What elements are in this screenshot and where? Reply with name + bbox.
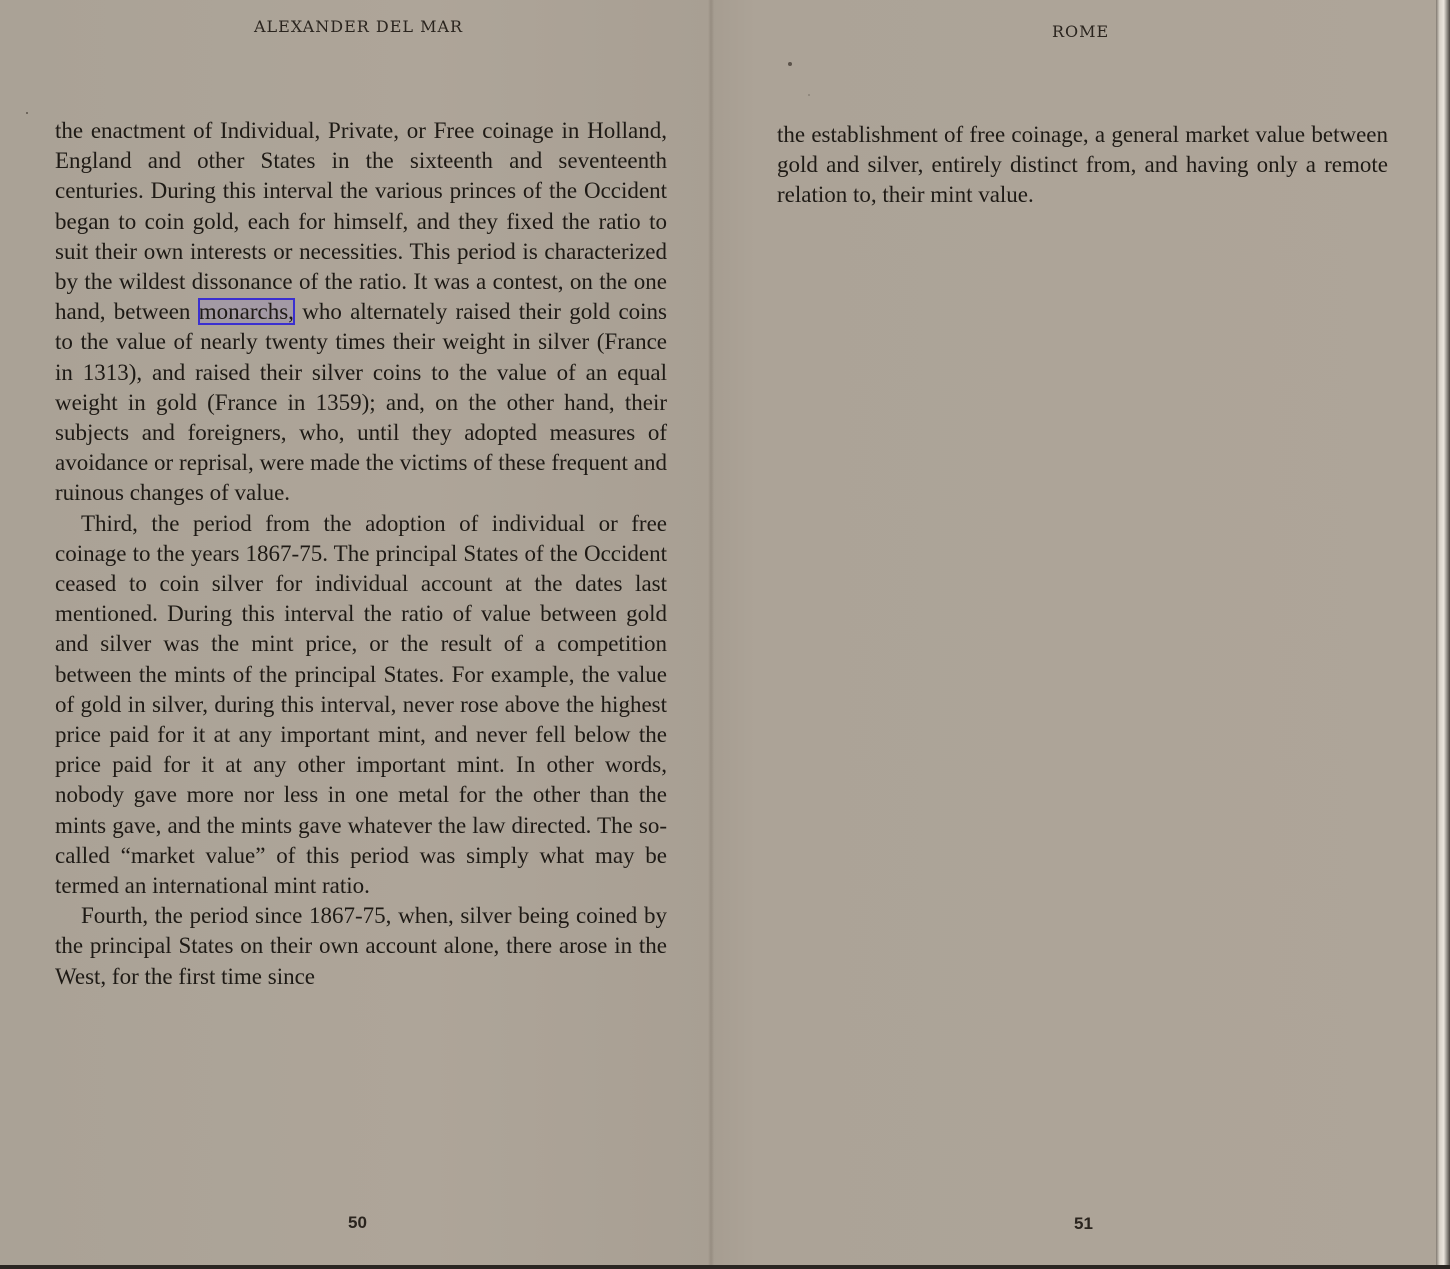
left-paragraph-1-start: the enactment of Individual, Private, or Free coinage in Holland, England and other States in the sixteenth and seventeenth centuries. During this interval the various princes of the Occident began to coin gold, each for himself, and they fixed the ratio to suit their own interests or necessities. This period is characterized by the wildest dissonance of the ratio. It was a contest, on the one hand, between <box>55 118 667 325</box>
left-page-number: 50 <box>348 1213 367 1232</box>
page-edge-scroll-area[interactable] <box>1436 0 1450 1269</box>
bottom-edge <box>0 1265 1450 1269</box>
search-highlight-monarchs[interactable]: monarchs, <box>198 299 294 325</box>
left-paragraph-1 <box>55 116 667 509</box>
left-page-text <box>55 116 667 992</box>
book-gutter <box>708 0 714 1266</box>
left-paragraph-1-end: who alternately raised their gold coins to the value of nearly twenty times their weight in silver (France in 1313), and raised their silver coins to the value of an equal weight in gold (France in 1359); and, on the other hand, their subjects and foreigners, who, until they adopted measures of avoidance or reprisal, were made the victims of these frequent and ruinous changes of value. <box>55 299 667 506</box>
paper-speck <box>788 62 792 66</box>
paper-speck <box>26 112 28 114</box>
left-paragraph-3: Fourth, the period since 1867-75, when, silver being coined by the principal States on their own account alone, there arose in the West, for the first time since <box>55 903 667 989</box>
left-paragraph-2: Third, the period from the adoption of individual or free coinage to the years 1867-75. The principal States of the Occident ceased to coin silver for individual account at the dates last mentioned. During this interval the ratio of value between gold and silver was the mint price, or the result of a competition between the mints of the principal States. For example, the value of gold in silver, during this interval, never rose above the highest price paid for it at any important mint, and never fell below the price paid for it at any other important mint. In other words, nobody gave more nor less in one metal for the other than the mints gave, and the mints gave whatever the law directed. The so-called “market value” of this period was simply what may be termed an international mint ratio. <box>55 510 667 899</box>
left-running-head: ALEXANDER DEL MAR <box>254 17 464 36</box>
right-page <box>712 0 1438 1266</box>
right-running-head: ROME <box>1052 22 1110 41</box>
paper-speck <box>808 94 810 96</box>
right-page-number: 51 <box>1074 1214 1093 1233</box>
right-page-text <box>777 120 1388 211</box>
right-paragraph-1: the establishment of free coinage, a general market value between gold and silver, entirely distinct from, and having only a remote relation to, their mint value. <box>777 122 1388 208</box>
left-page <box>0 0 712 1266</box>
